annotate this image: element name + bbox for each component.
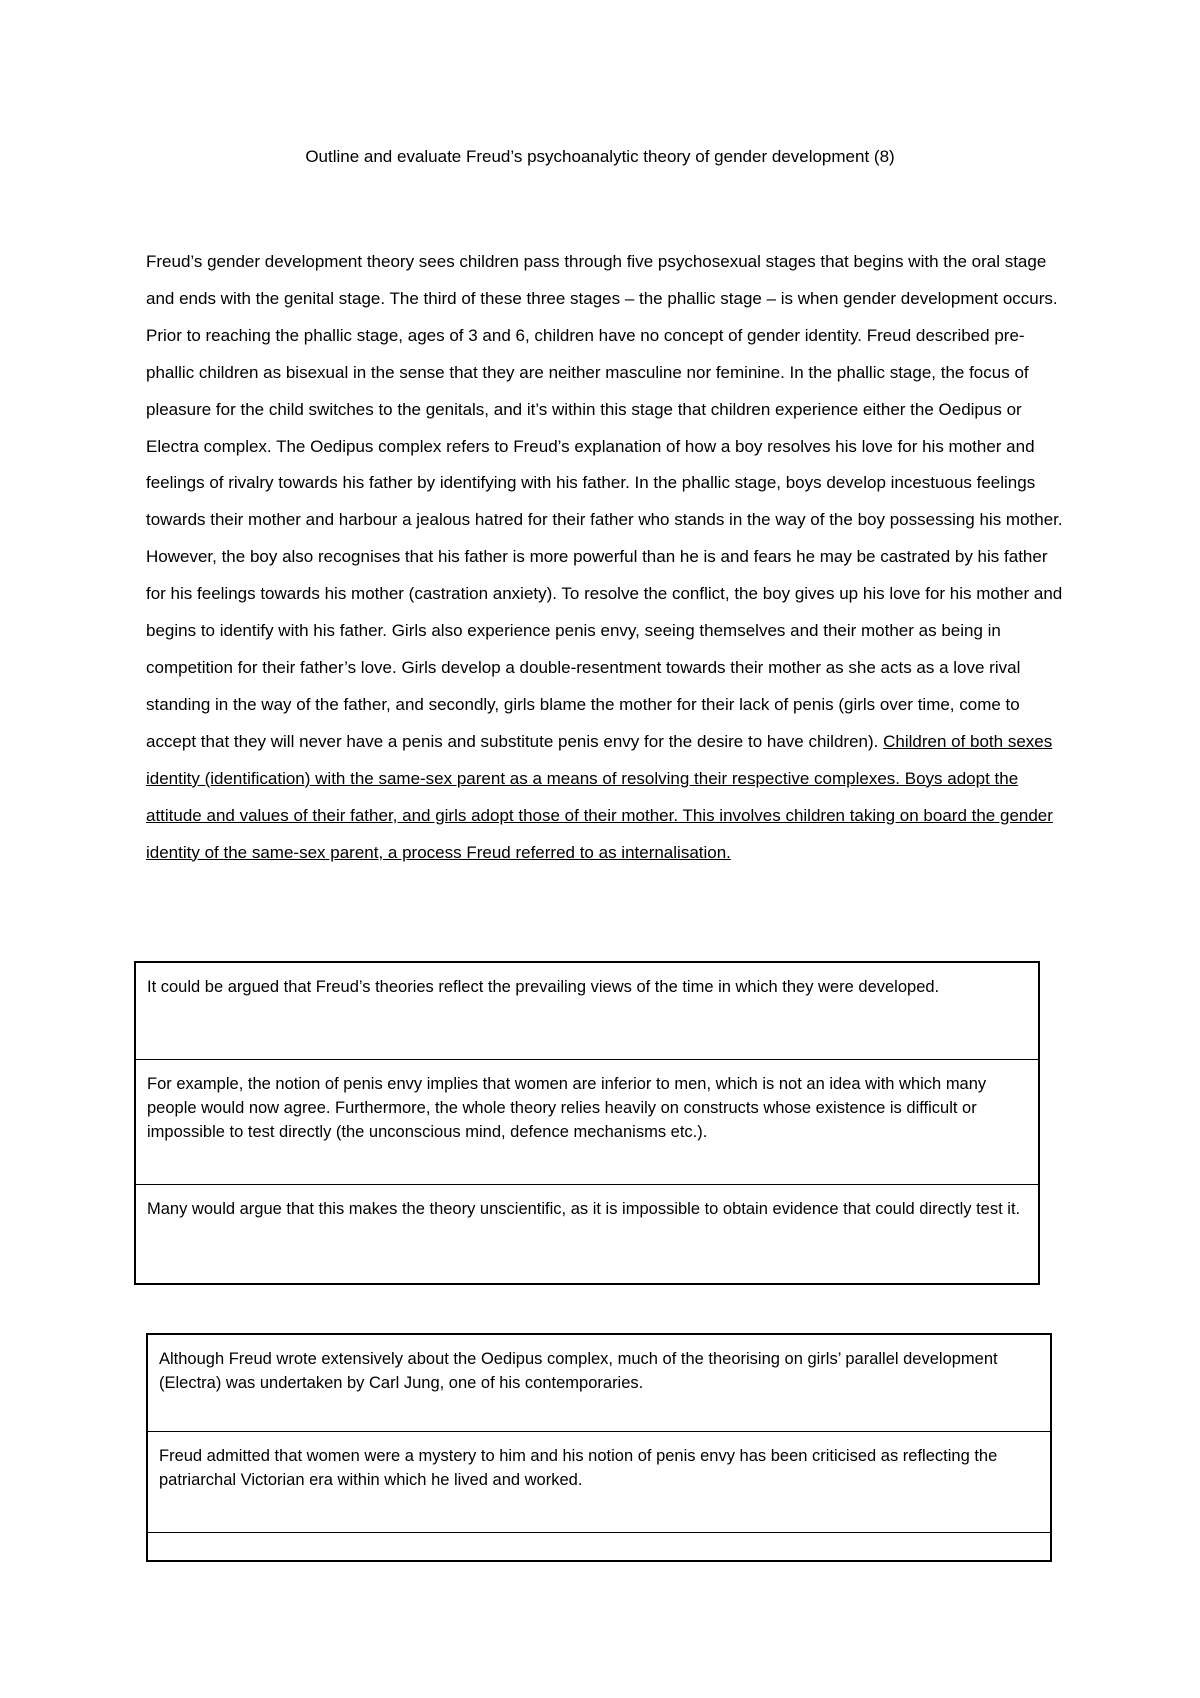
evaluation-point: It could be argued that Freud’s theories reflect the prevailing views of the time in which they were developed. [135, 962, 1039, 1059]
evaluation-box-1 [134, 961, 1040, 1285]
paragraph-text: Freud’s gender development theory sees children pass through five psychosexual stages that begins with the oral stage and ends with the genital stage. The third of these three stages – the phallic stage – is when gender development occurs. Prior to reaching the phallic stage, ages of 3 and 6, children have no concept of gender identity. Freud described pre-phallic children as bisexual in the sense that they are neither masculine nor feminine. In the phallic stage, the focus of pleasure for the child switches to the genitals, and it’s within this stage that children experience either the Oedipus or Electra complex. The Oedipus complex refers to Freud’s explanation of how a boy resolves his love for his mother and feelings of rivalry towards his father by identifying with his father. In the phallic stage, boys develop incestuous feelings towards their mother and harbour a jealous hatred for their father who stands in the way of the boy possessing his mother. However, the boy also recognises that his father is more powerful than he is and fears he may be castrated by his father for his feelings towards his mother (castration anxiety). To resolve the conflict, the boy gives up his love for his mother and begins to identify with his father. Girls also experience penis envy, seeing themselves and their mother as being in competition for their father’s love. Girls develop a double-resentment towards their mother as she acts as a love rival standing in the way of the father, and secondly, girls blame the mother for their lack of penis (girls over time, come to accept that they will never have a penis and substitute penis envy for the desire to have children). [146, 252, 1063, 751]
empty-row [147, 1532, 1051, 1561]
underlined-text: Children of both sexes identity (identification) with the same-sex parent as a means of resolving their respective complexes. Boys adopt the attitude and values of their father, and girls adopt those of their mother. This involves children taking on board the gender identity of the same-sex parent, a process Freud referred to as internalisation. [146, 731, 1053, 862]
essay-paragraph [146, 244, 1070, 871]
evaluation-point: Although Freud wrote extensively about the Oedipus complex, much of the theorising on girls’ parallel development (Electra) was undertaken by Carl Jung, one of his contemporaries. [147, 1334, 1051, 1431]
evaluation-point: For example, the notion of penis envy implies that women are inferior to men, which is not an idea with which many people would now agree. Furthermore, the whole theory relies heavily on constructs whose existence is difficult or impossible to test directly (the unconscious mind, defence mechanisms etc.). [135, 1059, 1039, 1184]
evaluation-box-2 [146, 1333, 1052, 1562]
evaluation-point: Freud admitted that women were a mystery to him and his notion of penis envy has been criticised as reflecting the patriarchal Victorian era within which he lived and worked. [147, 1431, 1051, 1532]
page-title: Outline and evaluate Freud’s psychoanalytic theory of gender development (8) [305, 147, 895, 166]
evaluation-point: Many would argue that this makes the theory unscientific, as it is impossible to obtain evidence that could directly test it. [147, 1199, 1021, 1218]
